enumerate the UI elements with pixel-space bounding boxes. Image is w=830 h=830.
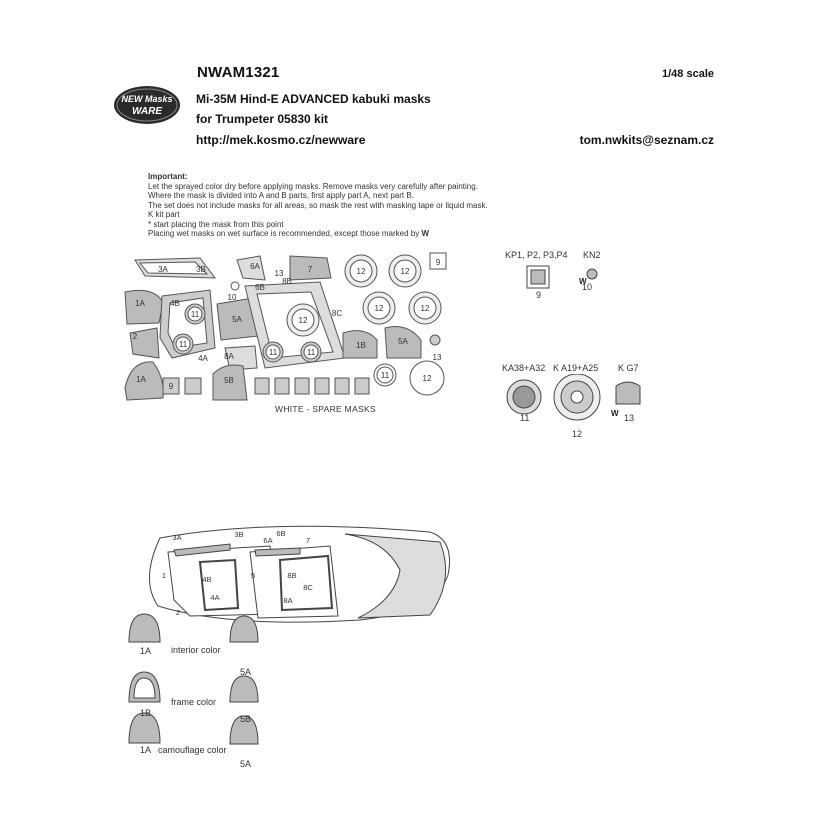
svg-text:2: 2	[175, 608, 181, 617]
svg-text:8A: 8A	[283, 596, 293, 605]
instructions	[148, 172, 528, 239]
logo-line1: NEW Masks	[121, 94, 173, 104]
legend-camouflage: camouflage color	[158, 745, 227, 755]
svg-text:6B: 6B	[255, 283, 265, 292]
svg-text:11: 11	[268, 348, 278, 357]
svg-text:W: W	[611, 409, 619, 418]
svg-text:12: 12	[374, 304, 384, 313]
email-link[interactable]: tom.nwkits@seznam.cz	[579, 133, 714, 147]
product-title: Mi-35M Hind-E ADVANCED kabuki masks	[196, 92, 431, 106]
kit-ref-label: KP1, P2, P3,P4	[505, 250, 568, 260]
svg-text:3A: 3A	[172, 533, 182, 542]
spare-masks-label: WHITE - SPARE MASKS	[275, 404, 376, 414]
svg-text:8B: 8B	[282, 277, 292, 286]
svg-text:12: 12	[422, 374, 432, 383]
mask-sheet	[115, 248, 450, 418]
svg-text:W: W	[579, 277, 587, 286]
svg-text:3A: 3A	[158, 265, 168, 274]
kit-ref-label: K G7	[618, 363, 639, 373]
note-line: * start placing the mask from this point	[148, 219, 284, 229]
kit-ref-label: KA38+A32	[502, 363, 546, 373]
svg-text:3B: 3B	[196, 265, 206, 274]
svg-text:12: 12	[420, 304, 430, 313]
svg-text:10: 10	[227, 293, 237, 302]
svg-text:7: 7	[305, 536, 311, 545]
svg-text:9: 9	[168, 382, 174, 391]
svg-text:8A: 8A	[224, 352, 234, 361]
svg-text:4B: 4B	[170, 299, 180, 308]
svg-text:8C: 8C	[303, 583, 313, 592]
kit-ref-label: KN2	[583, 250, 601, 260]
note-line: Where the mask is divided into A and B parts, first apply part A, next part B.	[148, 191, 414, 200]
svg-text:6A: 6A	[263, 536, 273, 545]
svg-text:5B: 5B	[224, 376, 234, 385]
svg-text:11: 11	[178, 340, 188, 349]
svg-text:9: 9	[435, 258, 441, 267]
svg-text:1A: 1A	[135, 299, 145, 308]
kit-part-shapes-top	[525, 264, 605, 292]
svg-text:11: 11	[190, 310, 200, 319]
svg-text:13: 13	[274, 269, 284, 278]
kit-ref-label: K A19+A25	[553, 363, 599, 373]
svg-text:8C: 8C	[331, 309, 343, 318]
website-link[interactable]: http://mek.kosmo.cz/newware	[196, 133, 366, 147]
svg-text:7: 7	[307, 265, 313, 274]
notes-title: Important:	[148, 172, 188, 181]
svg-text:4B: 4B	[202, 575, 212, 584]
svg-text:4A: 4A	[210, 593, 220, 602]
product-code: NWAM1321	[197, 64, 280, 81]
kit-line: for Trumpeter 05830 kit	[196, 112, 329, 126]
svg-text:1A: 1A	[136, 375, 146, 384]
svg-text:12: 12	[298, 316, 308, 325]
note-line: The set does not include masks for all areas, so mask the rest with masking tape or liquid mask.	[148, 200, 488, 210]
svg-text:6A: 6A	[250, 262, 260, 271]
svg-text:12: 12	[356, 267, 366, 276]
wet-mark-icon: W	[421, 229, 430, 238]
note-line: Placing wet masks on wet surface is recommended, except those marked by W	[148, 229, 430, 238]
svg-text:3B: 3B	[234, 530, 244, 539]
note-line: Let the sprayed color dry before applying masks. Remove masks very carefully after painting.	[148, 181, 478, 191]
svg-text:4A: 4A	[198, 354, 208, 363]
legend-interior: interior color	[171, 645, 221, 655]
svg-text:11: 11	[380, 371, 390, 380]
svg-text:11: 11	[306, 348, 316, 357]
svg-text:8B: 8B	[287, 571, 297, 580]
logo-line2: WARE	[132, 106, 162, 117]
svg-text:1: 1	[161, 571, 167, 580]
svg-text:13: 13	[432, 353, 442, 362]
svg-text:5: 5	[250, 571, 256, 580]
svg-text:5A: 5A	[398, 337, 408, 346]
scale-label: 1/48 scale	[662, 68, 714, 80]
svg-text:5A: 5A	[232, 315, 242, 324]
legend-frame: frame color	[171, 697, 217, 707]
note-line: K kit part	[148, 210, 180, 219]
svg-text:2: 2	[132, 332, 138, 341]
svg-text:6B: 6B	[276, 529, 286, 538]
svg-text:12: 12	[400, 267, 410, 276]
new-ware-logo	[112, 84, 182, 126]
svg-text:1B: 1B	[356, 341, 366, 350]
